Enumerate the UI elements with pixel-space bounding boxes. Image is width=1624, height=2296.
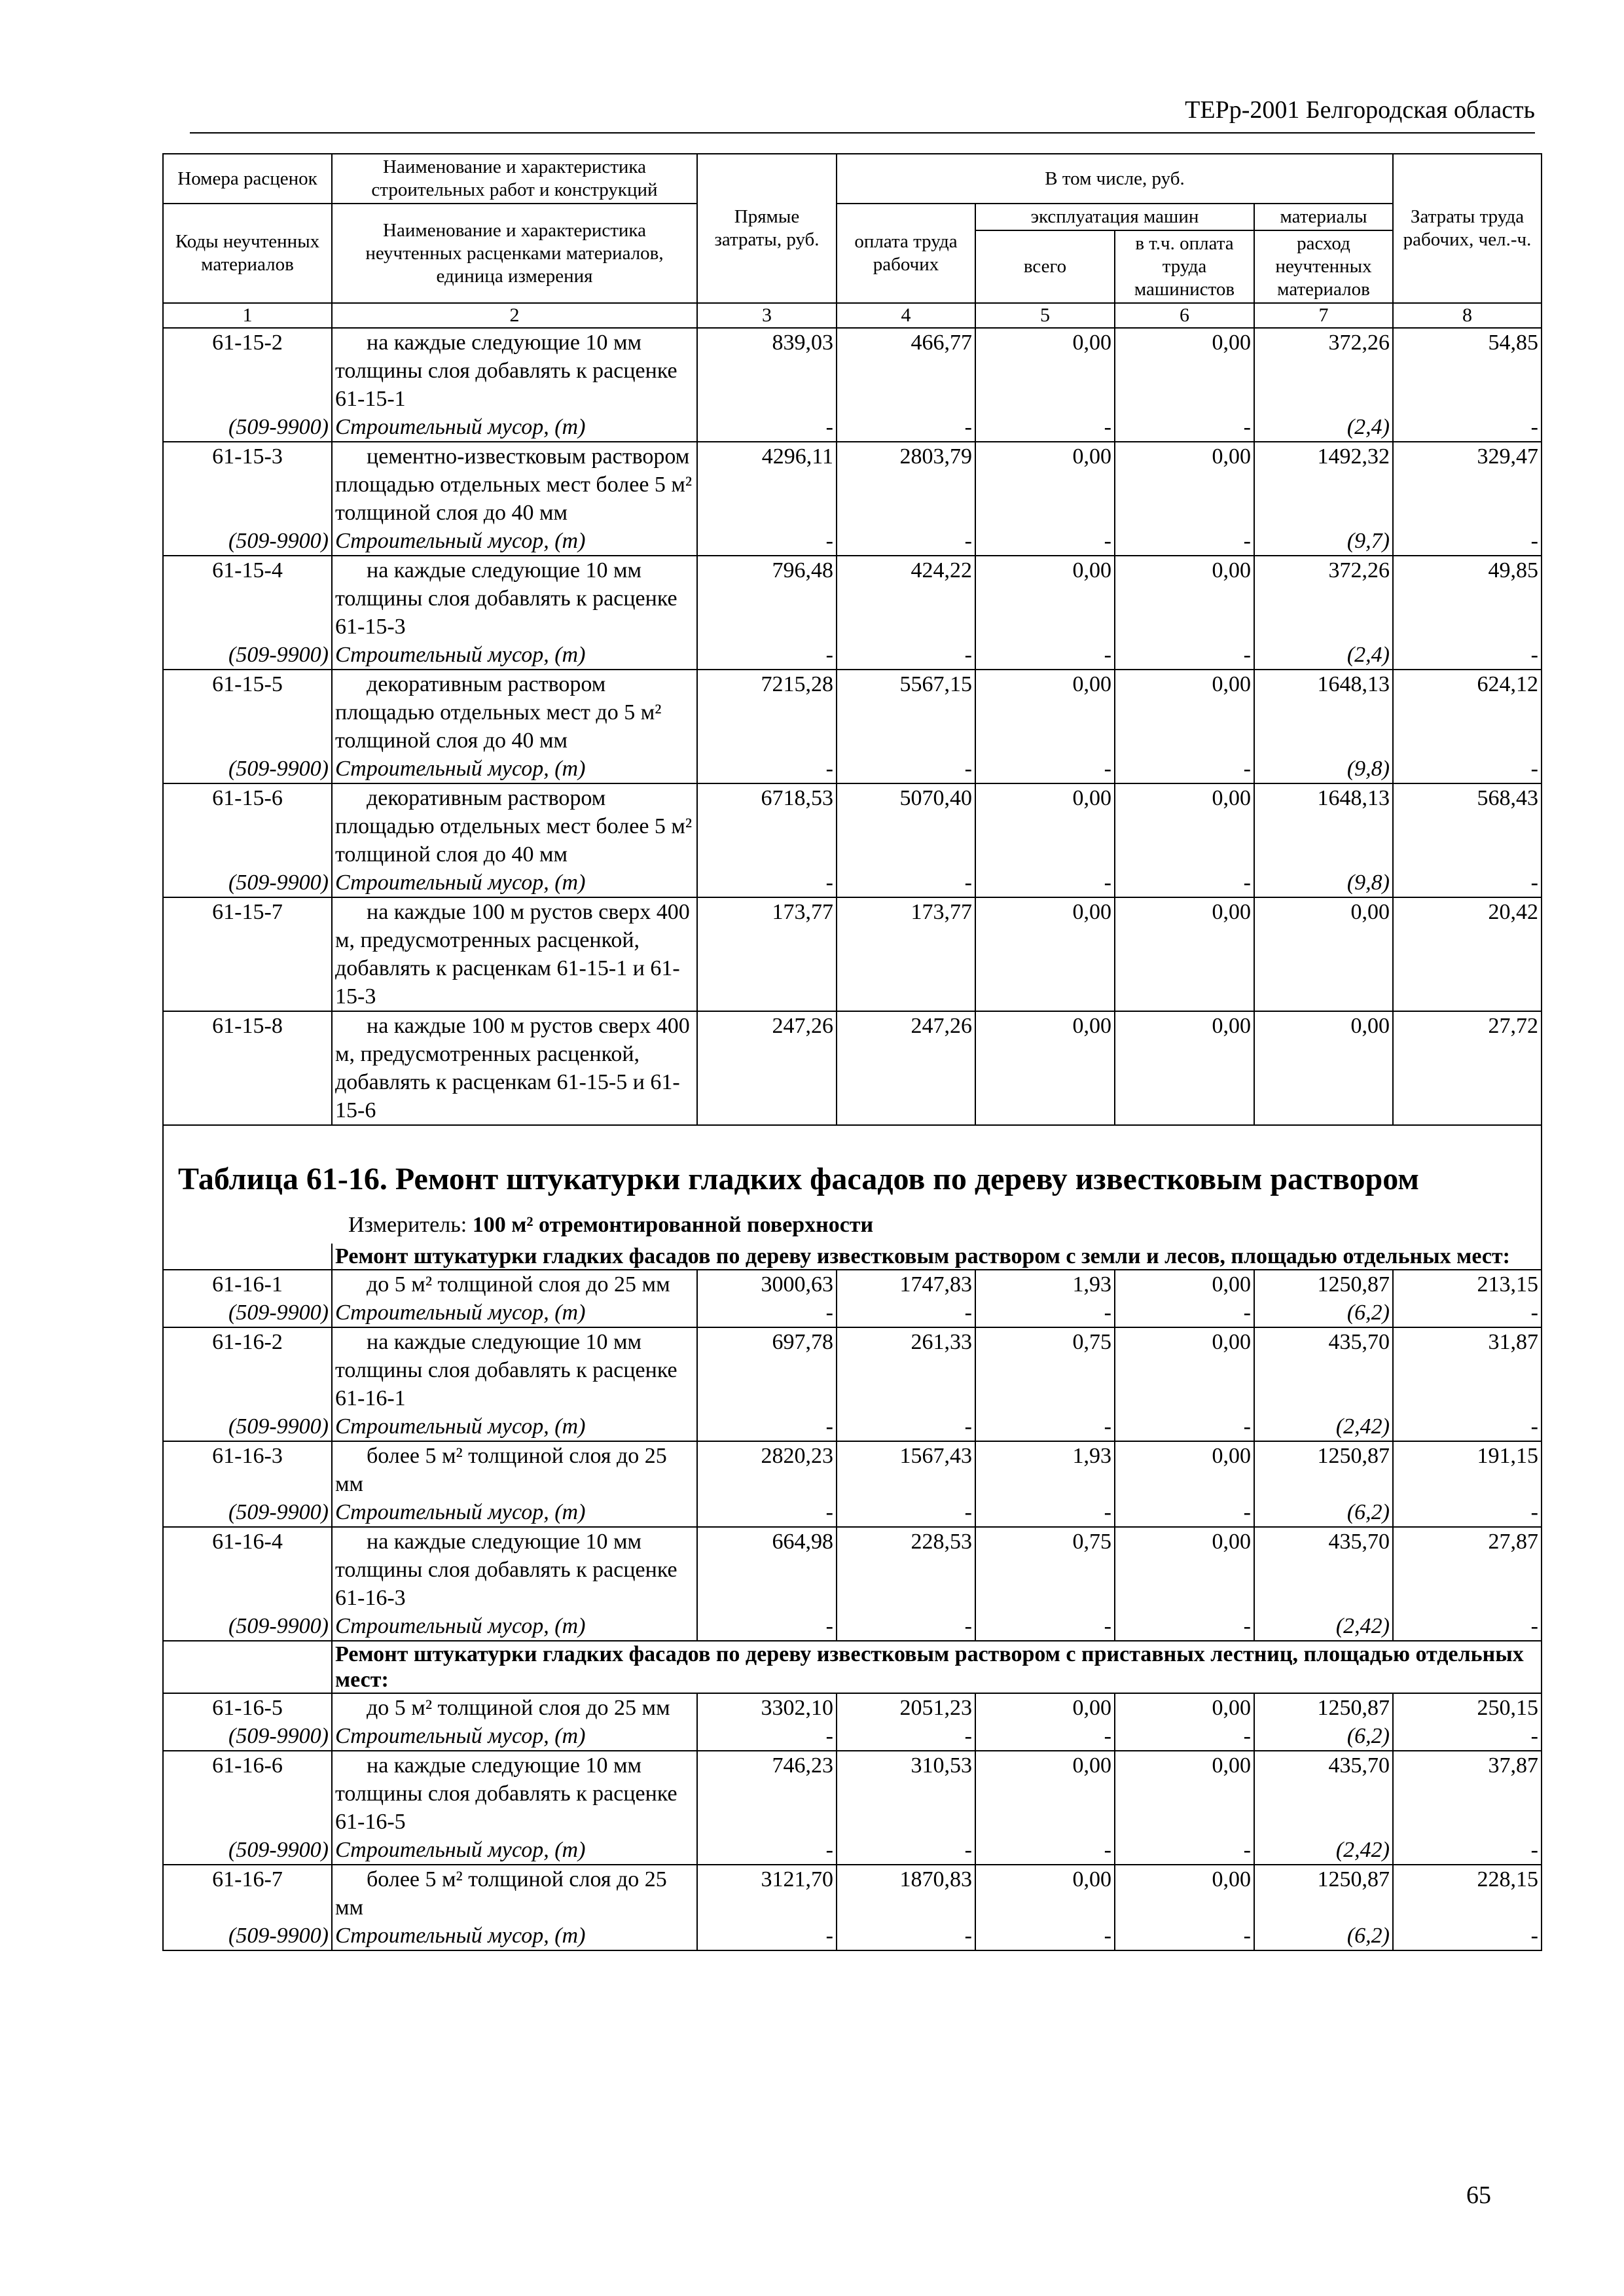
row-value: 247,26 xyxy=(837,1011,975,1125)
row-value: 173,77 xyxy=(837,897,975,1011)
meter-value: 100 м² отремонтированной поверхности xyxy=(472,1213,874,1237)
row-value: 435,70 xyxy=(1254,1751,1393,1836)
row-value: 7215,28 xyxy=(697,670,837,755)
row-code: 61-16-6 xyxy=(163,1751,332,1836)
row-value: 191,15 xyxy=(1393,1441,1542,1498)
row-value: 0,00 xyxy=(975,1751,1115,1836)
material-value: - xyxy=(975,1722,1115,1751)
material-consumption: (2,42) xyxy=(1254,1836,1393,1865)
material-value: - xyxy=(1393,1722,1542,1751)
row-value: 0,00 xyxy=(1115,1527,1254,1612)
material-value: - xyxy=(1393,413,1542,442)
col-number: 8 xyxy=(1393,303,1542,328)
table-title-row xyxy=(163,1125,1542,1244)
row-value: 228,15 xyxy=(1393,1865,1542,1922)
row-value: 20,42 xyxy=(1393,897,1542,1011)
material-row xyxy=(163,1299,1542,1327)
table-row xyxy=(163,1441,1542,1498)
section-title: Ремонт штукатурки гладких фасадов по дереву известковым раствором с земли и лесов, площадью отдельных мест: xyxy=(335,1244,1510,1268)
row-desc: на каждые следующие 10 мм толщины слоя добавлять к расценке 61-16-5 xyxy=(332,1751,697,1836)
col-codes-header: Коды неучтенных материалов xyxy=(163,204,332,303)
row-value: 0,00 xyxy=(975,1865,1115,1922)
row-value: 31,87 xyxy=(1393,1327,1542,1412)
row-desc: декоративным раствором площадью отдельных мест до 5 м² толщиной слоя до 40 мм xyxy=(332,670,697,755)
row-value: 0,00 xyxy=(1115,1693,1254,1722)
row-value: 0,00 xyxy=(975,783,1115,869)
material-code: (509-9900) xyxy=(163,1612,332,1641)
material-row xyxy=(163,1922,1542,1950)
meter-line xyxy=(348,1211,873,1239)
row-desc: декоративным раствором площадью отдельных мест более 5 м² толщиной слоя до 40 мм xyxy=(332,783,697,869)
material-code: (509-9900) xyxy=(163,1722,332,1751)
col-total-header: всего xyxy=(975,230,1115,303)
col-name-header: Наименование и характеристика строительных работ и конструкций xyxy=(332,154,697,204)
material-value: - xyxy=(975,1412,1115,1441)
table-row xyxy=(163,670,1542,755)
material-consumption: (2,42) xyxy=(1254,1412,1393,1441)
row-value: 0,00 xyxy=(1115,1270,1254,1299)
row-value: 839,03 xyxy=(697,328,837,413)
material-value: - xyxy=(837,1922,975,1950)
row-value: 5567,15 xyxy=(837,670,975,755)
material-value: - xyxy=(1393,1836,1542,1865)
material-value: - xyxy=(837,1498,975,1527)
row-value: 0,00 xyxy=(975,442,1115,527)
section-row xyxy=(163,1641,1542,1693)
row-code: 61-15-4 xyxy=(163,556,332,641)
table-row xyxy=(163,1327,1542,1412)
table-61-16 xyxy=(163,1125,1542,1950)
row-value: 1747,83 xyxy=(837,1270,975,1299)
row-value: 3121,70 xyxy=(697,1865,837,1922)
material-code: (509-9900) xyxy=(163,1836,332,1865)
row-desc: на каждые следующие 10 мм толщины слоя добавлять к расценке 61-15-3 xyxy=(332,556,697,641)
row-value: 0,00 xyxy=(975,556,1115,641)
material-value: - xyxy=(697,413,837,442)
row-value: 37,87 xyxy=(1393,1751,1542,1836)
row-code: 61-16-3 xyxy=(163,1441,332,1498)
column-numbers-row xyxy=(163,303,1542,328)
material-value: - xyxy=(975,1922,1115,1950)
col-number: 2 xyxy=(332,303,697,328)
row-value: 1,93 xyxy=(975,1270,1115,1299)
material-value: - xyxy=(697,869,837,897)
material-value: - xyxy=(697,1722,837,1751)
table-row xyxy=(163,1270,1542,1299)
material-value: - xyxy=(975,1836,1115,1865)
row-value: 372,26 xyxy=(1254,328,1393,413)
material-value: - xyxy=(1393,755,1542,783)
material-row xyxy=(163,641,1542,670)
row-value: 228,53 xyxy=(837,1527,975,1612)
table-row xyxy=(163,1011,1542,1125)
row-value: 54,85 xyxy=(1393,328,1542,413)
row-desc: на каждые следующие 10 мм толщины слоя добавлять к расценке 61-16-1 xyxy=(332,1327,697,1412)
row-value: 697,78 xyxy=(697,1327,837,1412)
row-value: 0,00 xyxy=(1115,1865,1254,1922)
material-value: - xyxy=(837,1412,975,1441)
row-desc: более 5 м² толщиной слоя до 25 мм xyxy=(332,1441,697,1498)
material-value: - xyxy=(975,1299,1115,1327)
row-desc: на каждые 100 м рустов сверх 400 м, предусмотренных расценкой, добавлять к расценкам 61-15-5 и 61-15-6 xyxy=(332,1011,697,1125)
material-consumption: (6,2) xyxy=(1254,1498,1393,1527)
row-value: 3000,63 xyxy=(697,1270,837,1299)
row-code: 61-15-7 xyxy=(163,897,332,1011)
material-code: (509-9900) xyxy=(163,869,332,897)
table-row xyxy=(163,1751,1542,1836)
row-value: 0,75 xyxy=(975,1327,1115,1412)
row-value: 1870,83 xyxy=(837,1865,975,1922)
row-value: 435,70 xyxy=(1254,1527,1393,1612)
row-value: 0,00 xyxy=(1115,556,1254,641)
material-consumption: (2,4) xyxy=(1254,413,1393,442)
material-consumption: (6,2) xyxy=(1254,1722,1393,1751)
material-value: - xyxy=(975,641,1115,670)
row-value: 1567,43 xyxy=(837,1441,975,1498)
material-row xyxy=(163,1498,1542,1527)
col-consumption-header: расход неучтенных материалов xyxy=(1254,230,1393,303)
material-row xyxy=(163,527,1542,556)
material-value: - xyxy=(1115,1612,1254,1641)
material-value: - xyxy=(697,755,837,783)
col-number: 6 xyxy=(1115,303,1254,328)
material-value: - xyxy=(1115,755,1254,783)
row-code: 61-15-2 xyxy=(163,328,332,413)
row-value: 329,47 xyxy=(1393,442,1542,527)
material-value: - xyxy=(975,1498,1115,1527)
material-row xyxy=(163,1722,1542,1751)
material-desc: Строительный мусор, (т) xyxy=(332,1498,697,1527)
row-desc: на каждые следующие 10 мм толщины слоя добавлять к расценке 61-16-3 xyxy=(332,1527,697,1612)
material-value: - xyxy=(697,1836,837,1865)
material-value: - xyxy=(1115,413,1254,442)
row-value: 261,33 xyxy=(837,1327,975,1412)
row-desc: на каждые 100 м рустов сверх 400 м, предусмотренных расценкой, добавлять к расценкам 61-15-1 и 61-15-3 xyxy=(332,897,697,1011)
row-value: 0,00 xyxy=(1115,1751,1254,1836)
material-desc: Строительный мусор, (т) xyxy=(332,1612,697,1641)
row-value: 2051,23 xyxy=(837,1693,975,1722)
row-code: 61-15-8 xyxy=(163,1011,332,1125)
material-row xyxy=(163,1612,1542,1641)
row-code: 61-16-2 xyxy=(163,1327,332,1412)
table-row xyxy=(163,897,1542,1011)
material-code: (509-9900) xyxy=(163,1412,332,1441)
material-value: - xyxy=(1393,1498,1542,1527)
material-value: - xyxy=(697,1922,837,1950)
header-row-1 xyxy=(163,154,1542,204)
col-numbers-header: Номера расценок xyxy=(163,154,332,204)
material-value: - xyxy=(1393,641,1542,670)
row-value: 0,00 xyxy=(1115,1327,1254,1412)
material-value: - xyxy=(837,869,975,897)
row-value: 0,00 xyxy=(1115,328,1254,413)
row-code: 61-15-6 xyxy=(163,783,332,869)
row-value: 1250,87 xyxy=(1254,1865,1393,1922)
material-consumption: (9,8) xyxy=(1254,755,1393,783)
material-value: - xyxy=(975,527,1115,556)
material-consumption: (2,4) xyxy=(1254,641,1393,670)
row-value: 250,15 xyxy=(1393,1693,1542,1722)
material-value: - xyxy=(837,755,975,783)
header-title: ТЕРр-2001 Белгородская область xyxy=(1185,96,1535,124)
row-value: 435,70 xyxy=(1254,1327,1393,1412)
material-value: - xyxy=(697,1612,837,1641)
material-value: - xyxy=(1115,1299,1254,1327)
row-code: 61-16-7 xyxy=(163,1865,332,1922)
material-value: - xyxy=(1115,1722,1254,1751)
row-value: 1492,32 xyxy=(1254,442,1393,527)
row-value: 0,00 xyxy=(975,897,1115,1011)
row-code: 61-16-4 xyxy=(163,1527,332,1612)
table-row xyxy=(163,1693,1542,1722)
material-value: - xyxy=(1115,1836,1254,1865)
row-desc: до 5 м² толщиной слоя до 25 мм xyxy=(332,1693,697,1722)
row-value: 2803,79 xyxy=(837,442,975,527)
material-value: - xyxy=(975,1612,1115,1641)
row-value: 1648,13 xyxy=(1254,670,1393,755)
material-code: (509-9900) xyxy=(163,527,332,556)
material-desc: Строительный мусор, (т) xyxy=(332,1299,697,1327)
row-value: 0,00 xyxy=(1254,897,1393,1011)
table-title-block xyxy=(164,1126,1541,1244)
row-value: 247,26 xyxy=(697,1011,837,1125)
material-value: - xyxy=(837,1722,975,1751)
material-desc: Строительный мусор, (т) xyxy=(332,1722,697,1751)
row-code: 61-16-1 xyxy=(163,1270,332,1299)
row-value: 27,87 xyxy=(1393,1527,1542,1612)
material-desc: Строительный мусор, (т) xyxy=(332,869,697,897)
row-value: 0,00 xyxy=(1115,670,1254,755)
row-value: 0,00 xyxy=(1115,1441,1254,1498)
material-value: - xyxy=(1393,1922,1542,1950)
col-materials-header: материалы xyxy=(1254,204,1393,230)
material-value: - xyxy=(837,1836,975,1865)
rows-table-61-15 xyxy=(163,328,1542,1125)
row-value: 0,00 xyxy=(1115,897,1254,1011)
table-row xyxy=(163,1527,1542,1612)
material-value: - xyxy=(1393,1612,1542,1641)
material-value: - xyxy=(697,1498,837,1527)
material-code: (509-9900) xyxy=(163,641,332,670)
table-row xyxy=(163,556,1542,641)
row-value: 0,00 xyxy=(1254,1011,1393,1125)
material-consumption: (9,8) xyxy=(1254,869,1393,897)
col-number: 4 xyxy=(837,303,975,328)
table-title: Таблица 61-16. Ремонт штукатурки гладких фасадов по дереву известковым раствором xyxy=(178,1162,1419,1196)
row-value: 5070,40 xyxy=(837,783,975,869)
row-value: 1648,13 xyxy=(1254,783,1393,869)
section-title: Ремонт штукатурки гладких фасадов по дереву известковым раствором с приставных лестниц, площадью отдельных мест: xyxy=(335,1642,1524,1692)
material-value: - xyxy=(1393,527,1542,556)
row-value: 49,85 xyxy=(1393,556,1542,641)
col-number: 3 xyxy=(697,303,837,328)
material-value: - xyxy=(697,527,837,556)
row-value: 624,12 xyxy=(1393,670,1542,755)
material-desc: Строительный мусор, (т) xyxy=(332,527,697,556)
material-row xyxy=(163,1836,1542,1865)
material-desc: Строительный мусор, (т) xyxy=(332,755,697,783)
material-value: - xyxy=(975,755,1115,783)
row-value: 4296,11 xyxy=(697,442,837,527)
row-value: 213,15 xyxy=(1393,1270,1542,1299)
row-value: 173,77 xyxy=(697,897,837,1011)
row-value: 1,93 xyxy=(975,1441,1115,1498)
material-row xyxy=(163,413,1542,442)
material-value: - xyxy=(1393,1412,1542,1441)
row-desc: до 5 м² толщиной слоя до 25 мм xyxy=(332,1270,697,1299)
material-value: - xyxy=(1393,1299,1542,1327)
row-value: 0,00 xyxy=(1115,442,1254,527)
material-row xyxy=(163,869,1542,897)
header-row-2 xyxy=(163,204,1542,230)
material-consumption: (9,7) xyxy=(1254,527,1393,556)
row-value: 0,75 xyxy=(975,1527,1115,1612)
material-consumption: (6,2) xyxy=(1254,1299,1393,1327)
material-value: - xyxy=(837,641,975,670)
material-desc: Строительный мусор, (т) xyxy=(332,1412,697,1441)
row-value: 0,00 xyxy=(1115,1011,1254,1125)
material-code: (509-9900) xyxy=(163,1299,332,1327)
material-value: - xyxy=(837,527,975,556)
material-value: - xyxy=(837,1612,975,1641)
table-row xyxy=(163,442,1542,527)
col-incl-pay-header: в т.ч. оплата труда машинистов xyxy=(1115,230,1254,303)
row-value: 1250,87 xyxy=(1254,1693,1393,1722)
row-desc: цементно-известковым раствором площадью отдельных мест более 5 м² толщиной слоя до 40 мм xyxy=(332,442,697,527)
row-value: 27,72 xyxy=(1393,1011,1542,1125)
row-desc: на каждые следующие 10 мм толщины слоя добавлять к расценке 61-15-1 xyxy=(332,328,697,413)
material-desc: Строительный мусор, (т) xyxy=(332,413,697,442)
row-value: 466,77 xyxy=(837,328,975,413)
row-code: 61-15-3 xyxy=(163,442,332,527)
row-value: 0,00 xyxy=(975,1693,1115,1722)
page-header xyxy=(190,92,1535,134)
material-value: - xyxy=(837,413,975,442)
row-desc: более 5 м² толщиной слоя до 25 мм xyxy=(332,1865,697,1922)
material-code: (509-9900) xyxy=(163,413,332,442)
section-row xyxy=(163,1244,1542,1270)
col-machines-header: эксплуатация машин xyxy=(975,204,1254,230)
material-value: - xyxy=(1115,1922,1254,1950)
row-value: 310,53 xyxy=(837,1751,975,1836)
row-value: 664,98 xyxy=(697,1527,837,1612)
material-value: - xyxy=(1115,1498,1254,1527)
material-value: - xyxy=(975,413,1115,442)
material-value: - xyxy=(837,1299,975,1327)
row-value: 0,00 xyxy=(975,328,1115,413)
col-name2-header: Наименование и характеристика неучтенных расценками материалов, единица измерения xyxy=(332,204,697,303)
row-value: 1250,87 xyxy=(1254,1441,1393,1498)
row-value: 0,00 xyxy=(1115,783,1254,869)
col-labor-header: Затраты труда рабочих, чел.-ч. xyxy=(1393,154,1542,303)
page-number: 65 xyxy=(1466,2181,1491,2209)
material-row xyxy=(163,1412,1542,1441)
row-value: 0,00 xyxy=(975,670,1115,755)
material-value: - xyxy=(1115,1412,1254,1441)
row-value: 796,48 xyxy=(697,556,837,641)
col-number: 5 xyxy=(975,303,1115,328)
row-value: 6718,53 xyxy=(697,783,837,869)
row-code: 61-16-5 xyxy=(163,1693,332,1722)
table-row xyxy=(163,1865,1542,1922)
material-value: - xyxy=(1115,869,1254,897)
row-value: 0,00 xyxy=(975,1011,1115,1125)
meter-label: Измеритель: xyxy=(348,1213,467,1237)
material-consumption: (6,2) xyxy=(1254,1922,1393,1950)
price-table xyxy=(162,153,1542,1951)
row-value: 372,26 xyxy=(1254,556,1393,641)
row-code: 61-15-5 xyxy=(163,670,332,755)
material-desc: Строительный мусор, (т) xyxy=(332,1836,697,1865)
material-value: - xyxy=(697,641,837,670)
row-value: 2820,23 xyxy=(697,1441,837,1498)
table-row xyxy=(163,783,1542,869)
material-desc: Строительный мусор, (т) xyxy=(332,1922,697,1950)
col-number: 1 xyxy=(163,303,332,328)
row-value: 746,23 xyxy=(697,1751,837,1836)
table-row xyxy=(163,328,1542,413)
row-value: 424,22 xyxy=(837,556,975,641)
material-desc: Строительный мусор, (т) xyxy=(332,641,697,670)
material-code: (509-9900) xyxy=(163,1922,332,1950)
material-code: (509-9900) xyxy=(163,1498,332,1527)
material-row xyxy=(163,755,1542,783)
material-code: (509-9900) xyxy=(163,755,332,783)
col-incl-header: В том числе, руб. xyxy=(837,154,1393,204)
material-consumption: (2,42) xyxy=(1254,1612,1393,1641)
material-value: - xyxy=(1115,641,1254,670)
material-value: - xyxy=(1115,527,1254,556)
row-value: 3302,10 xyxy=(697,1693,837,1722)
material-value: - xyxy=(975,869,1115,897)
material-value: - xyxy=(697,1412,837,1441)
row-value: 1250,87 xyxy=(1254,1270,1393,1299)
col-pay-header: оплата труда рабочих xyxy=(837,204,975,303)
col-direct-header: Прямые затраты, руб. xyxy=(697,154,837,303)
row-value: 568,43 xyxy=(1393,783,1542,869)
material-value: - xyxy=(697,1299,837,1327)
material-value: - xyxy=(1393,869,1542,897)
col-number: 7 xyxy=(1254,303,1393,328)
